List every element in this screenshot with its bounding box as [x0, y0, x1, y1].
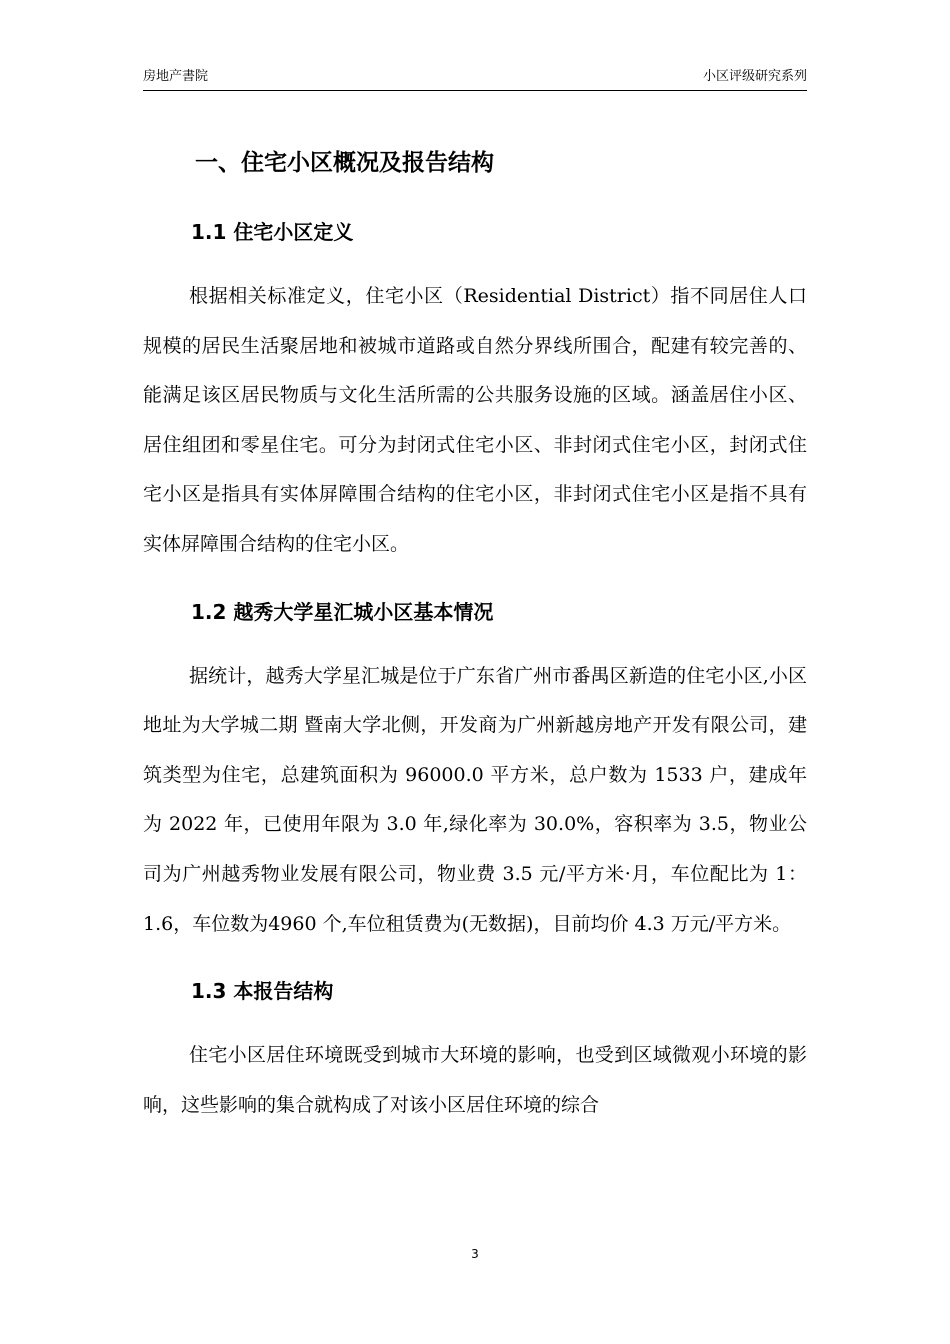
chapter-title: 一、住宅小区概况及报告结构	[195, 150, 494, 176]
paragraph-report-structure: 住宅小区居住环境既受到城市大环境的影响，也受到区域微观小环境的影响，这些影响的集合就构成了对该小区居住环境的综合	[143, 1044, 807, 1116]
paragraph-definition: 根据相关标准定义，住宅小区（Residential District）指不同居住人口规模的居民生活聚居地和被城市道路或自然分界线所围合，配建有较完善的、能满足该区居民物质与文化生活所需的公共服务设施的区域。涵盖居住小区、居住组团和零星住宅。可分为封闭式住宅小区、非封闭式住宅小区，封闭式住宅小区是指具有实体屏障围合结构的住宅小区，非封闭式住宅小区是指不具有实体屏障围合结构的住宅小区。	[143, 285, 807, 555]
section-heading-1-2: 1.2 越秀大学星汇城小区基本情况	[191, 599, 494, 624]
paragraph-basic-info: 据统计，越秀大学星汇城是位于广东省广州市番禺区新造的住宅小区,小区地址为大学城二期 暨南大学北侧，开发商为广州新越房地产开发有限公司，建筑类型为住宅，总建筑面积为 96000.0 平方米，总户数为 1533 户，建成年为 2022 年，已使用年限为 3.0 年,绿化率为 30.0%，容积率为 3.5，物业公司为广州越秀物业发展有限公司，物业费 3.5 元/平方米·月，车位配比为 1：1.6，车位数为4960 个,车位租赁费为(无数据)，目前均价 4.3 万元/平方米。	[143, 664, 807, 935]
header-series-title: 小区评级研究系列	[702, 69, 807, 84]
header-publisher: 房地产書院	[143, 69, 209, 84]
page-number: 3	[471, 1247, 479, 1261]
section-heading-1-3: 1.3 本报告结构	[191, 979, 334, 1004]
page-header	[143, 68, 807, 91]
page-content	[143, 140, 807, 1130]
section-heading-1-1: 1.1 住宅小区定义	[191, 220, 354, 244]
